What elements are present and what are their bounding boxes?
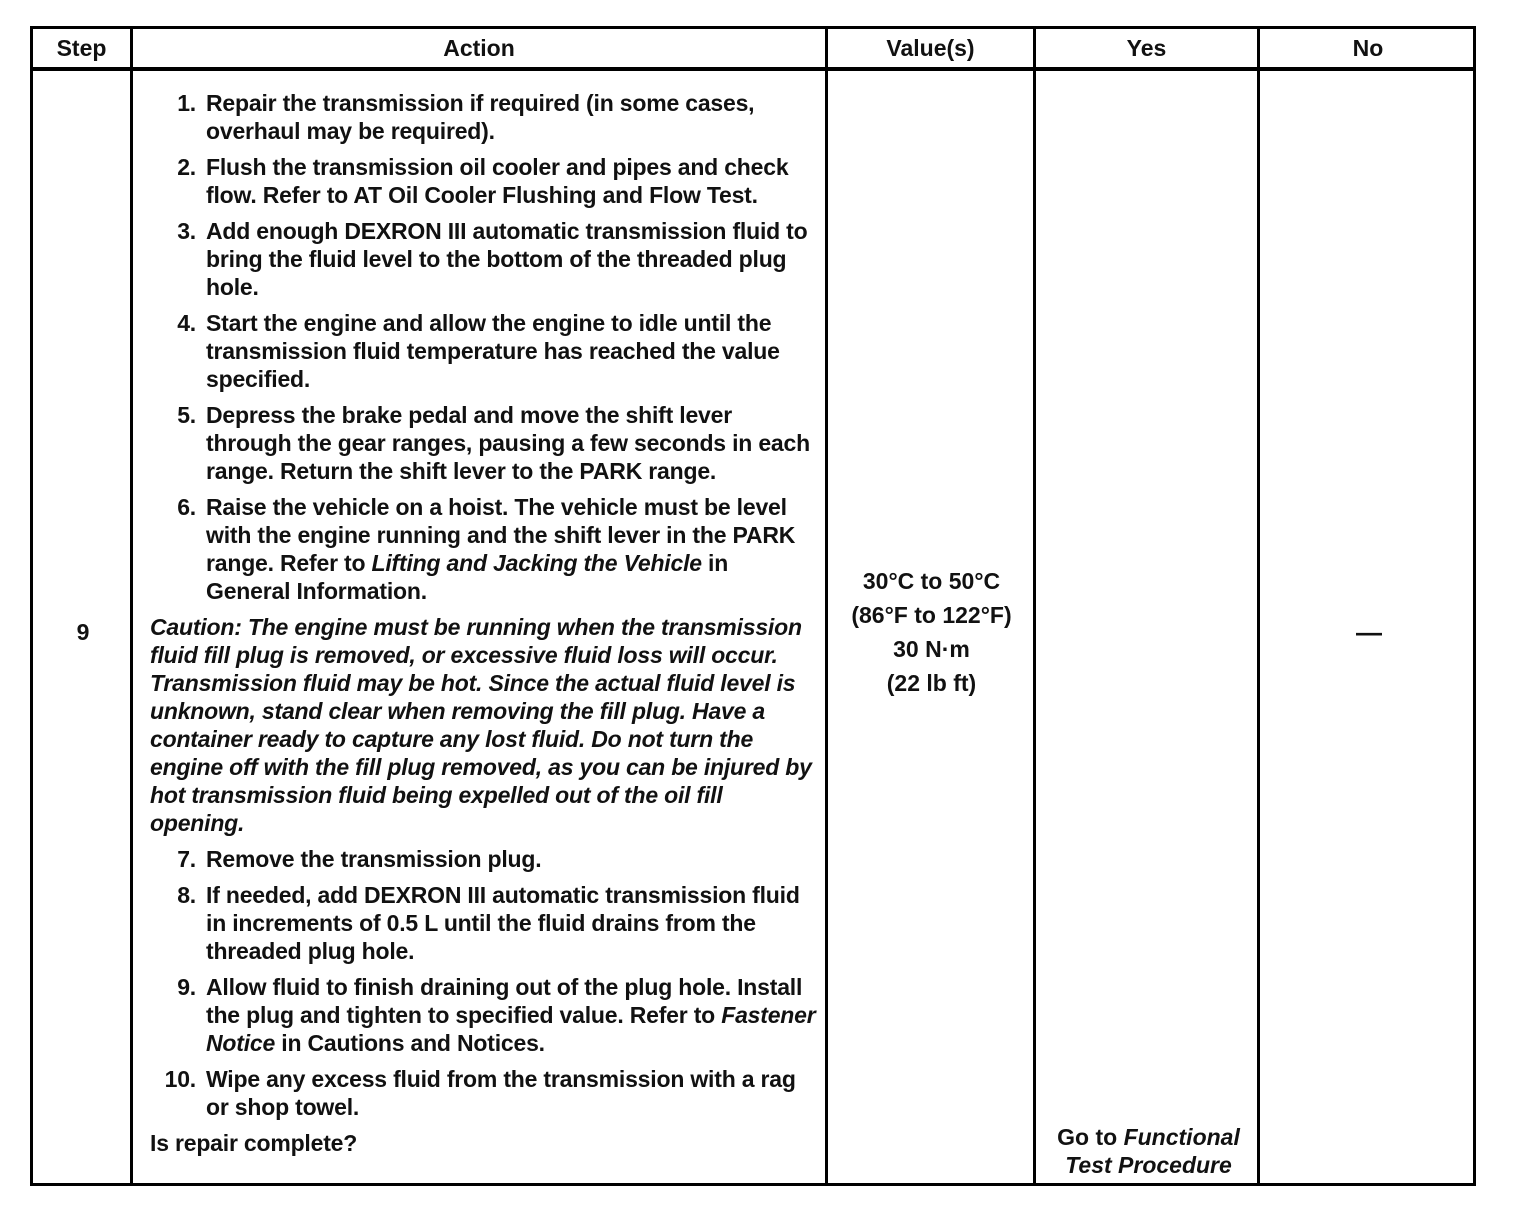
- header-yes: Yes: [1126, 35, 1167, 61]
- value-temp-f: (86°F to 122°F): [851, 602, 1012, 628]
- action-item: 5. Depress the brake pedal and move the shift lever through the gear ranges, pausing a few seconds in each range. Return the shift lever to the PARK range.: [177, 402, 810, 484]
- action-item: 7. Remove the transmission plug.: [177, 846, 542, 872]
- action-item: 1. Repair the transmission if required (in some cases, overhaul may be required).: [177, 90, 755, 144]
- action-item: 2. Flush the transmission oil cooler and pipes and check flow. Refer to AT Oil Cooler Flushing and Flow Test.: [177, 154, 789, 208]
- reference-functional-test: Functional Test Procedure: [1065, 1124, 1240, 1178]
- value-torque-lbft: (22 lb ft): [886, 670, 977, 696]
- step-number: 9: [76, 619, 90, 645]
- action-item: 4. Start the engine and allow the engine to idle until the transmission fluid temperature has reached the value specified.: [177, 310, 780, 392]
- column-divider: [1257, 29, 1260, 1183]
- header-values: Value(s): [886, 35, 975, 61]
- reference-fastener-notice: Fastener Notice: [206, 1002, 816, 1056]
- action-item: 8. If needed, add DEXRON III automatic transmission fluid in increments of 0.5 L until the fluid drains from the threaded plug hole.: [177, 882, 800, 964]
- values-cell: [828, 564, 1035, 700]
- yes-cell: Go to Functional Test Procedure: [1057, 1124, 1240, 1178]
- action-item: 3. Add enough DEXRON III automatic transmission fluid to bring the fluid level to the bottom of the threaded plug hole.: [177, 218, 808, 300]
- action-cell: [136, 71, 826, 1183]
- header-step: Step: [56, 35, 107, 61]
- reference-lifting-jacking: Lifting and Jacking the Vehicle: [371, 550, 702, 576]
- action-item: 10. Wipe any excess fluid from the transmission with a rag or shop towel.: [164, 1066, 796, 1120]
- value-torque-nm: 30 N·m: [893, 636, 970, 662]
- caution-note: Caution: The engine must be running when the transmission fluid fill plug is removed, or excessive fluid loss will occur. Transmission fluid may be hot. Since the actual fluid level is unknown, stand clear when removing the fill plug. Have a container ready to capture any lost fluid. Do not turn the engine off with the fill plug removed, as you can be injured by hot transmission fluid being expelled out of the oil fill opening.: [150, 614, 812, 836]
- no-cell: —: [1356, 617, 1382, 647]
- column-divider: [130, 29, 133, 1183]
- procedure-table: [30, 26, 1476, 1186]
- value-temp-c: 30°C to 50°C: [862, 568, 1001, 594]
- header-action: Action: [443, 35, 515, 61]
- action-item: 6. Raise the vehicle on a hoist. The vehicle must be level with the engine running and the shift lever in the PARK range. Refer to Lifting and Jacking the Vehicle in General Information.: [177, 494, 796, 604]
- repair-question: Is repair complete?: [150, 1130, 358, 1156]
- action-item: 9. Allow fluid to finish draining out of the plug hole. Install the plug and tighten to specified value. Refer to Fastener Notice in Cautions and Notices.: [177, 974, 816, 1056]
- header-no: No: [1352, 35, 1384, 61]
